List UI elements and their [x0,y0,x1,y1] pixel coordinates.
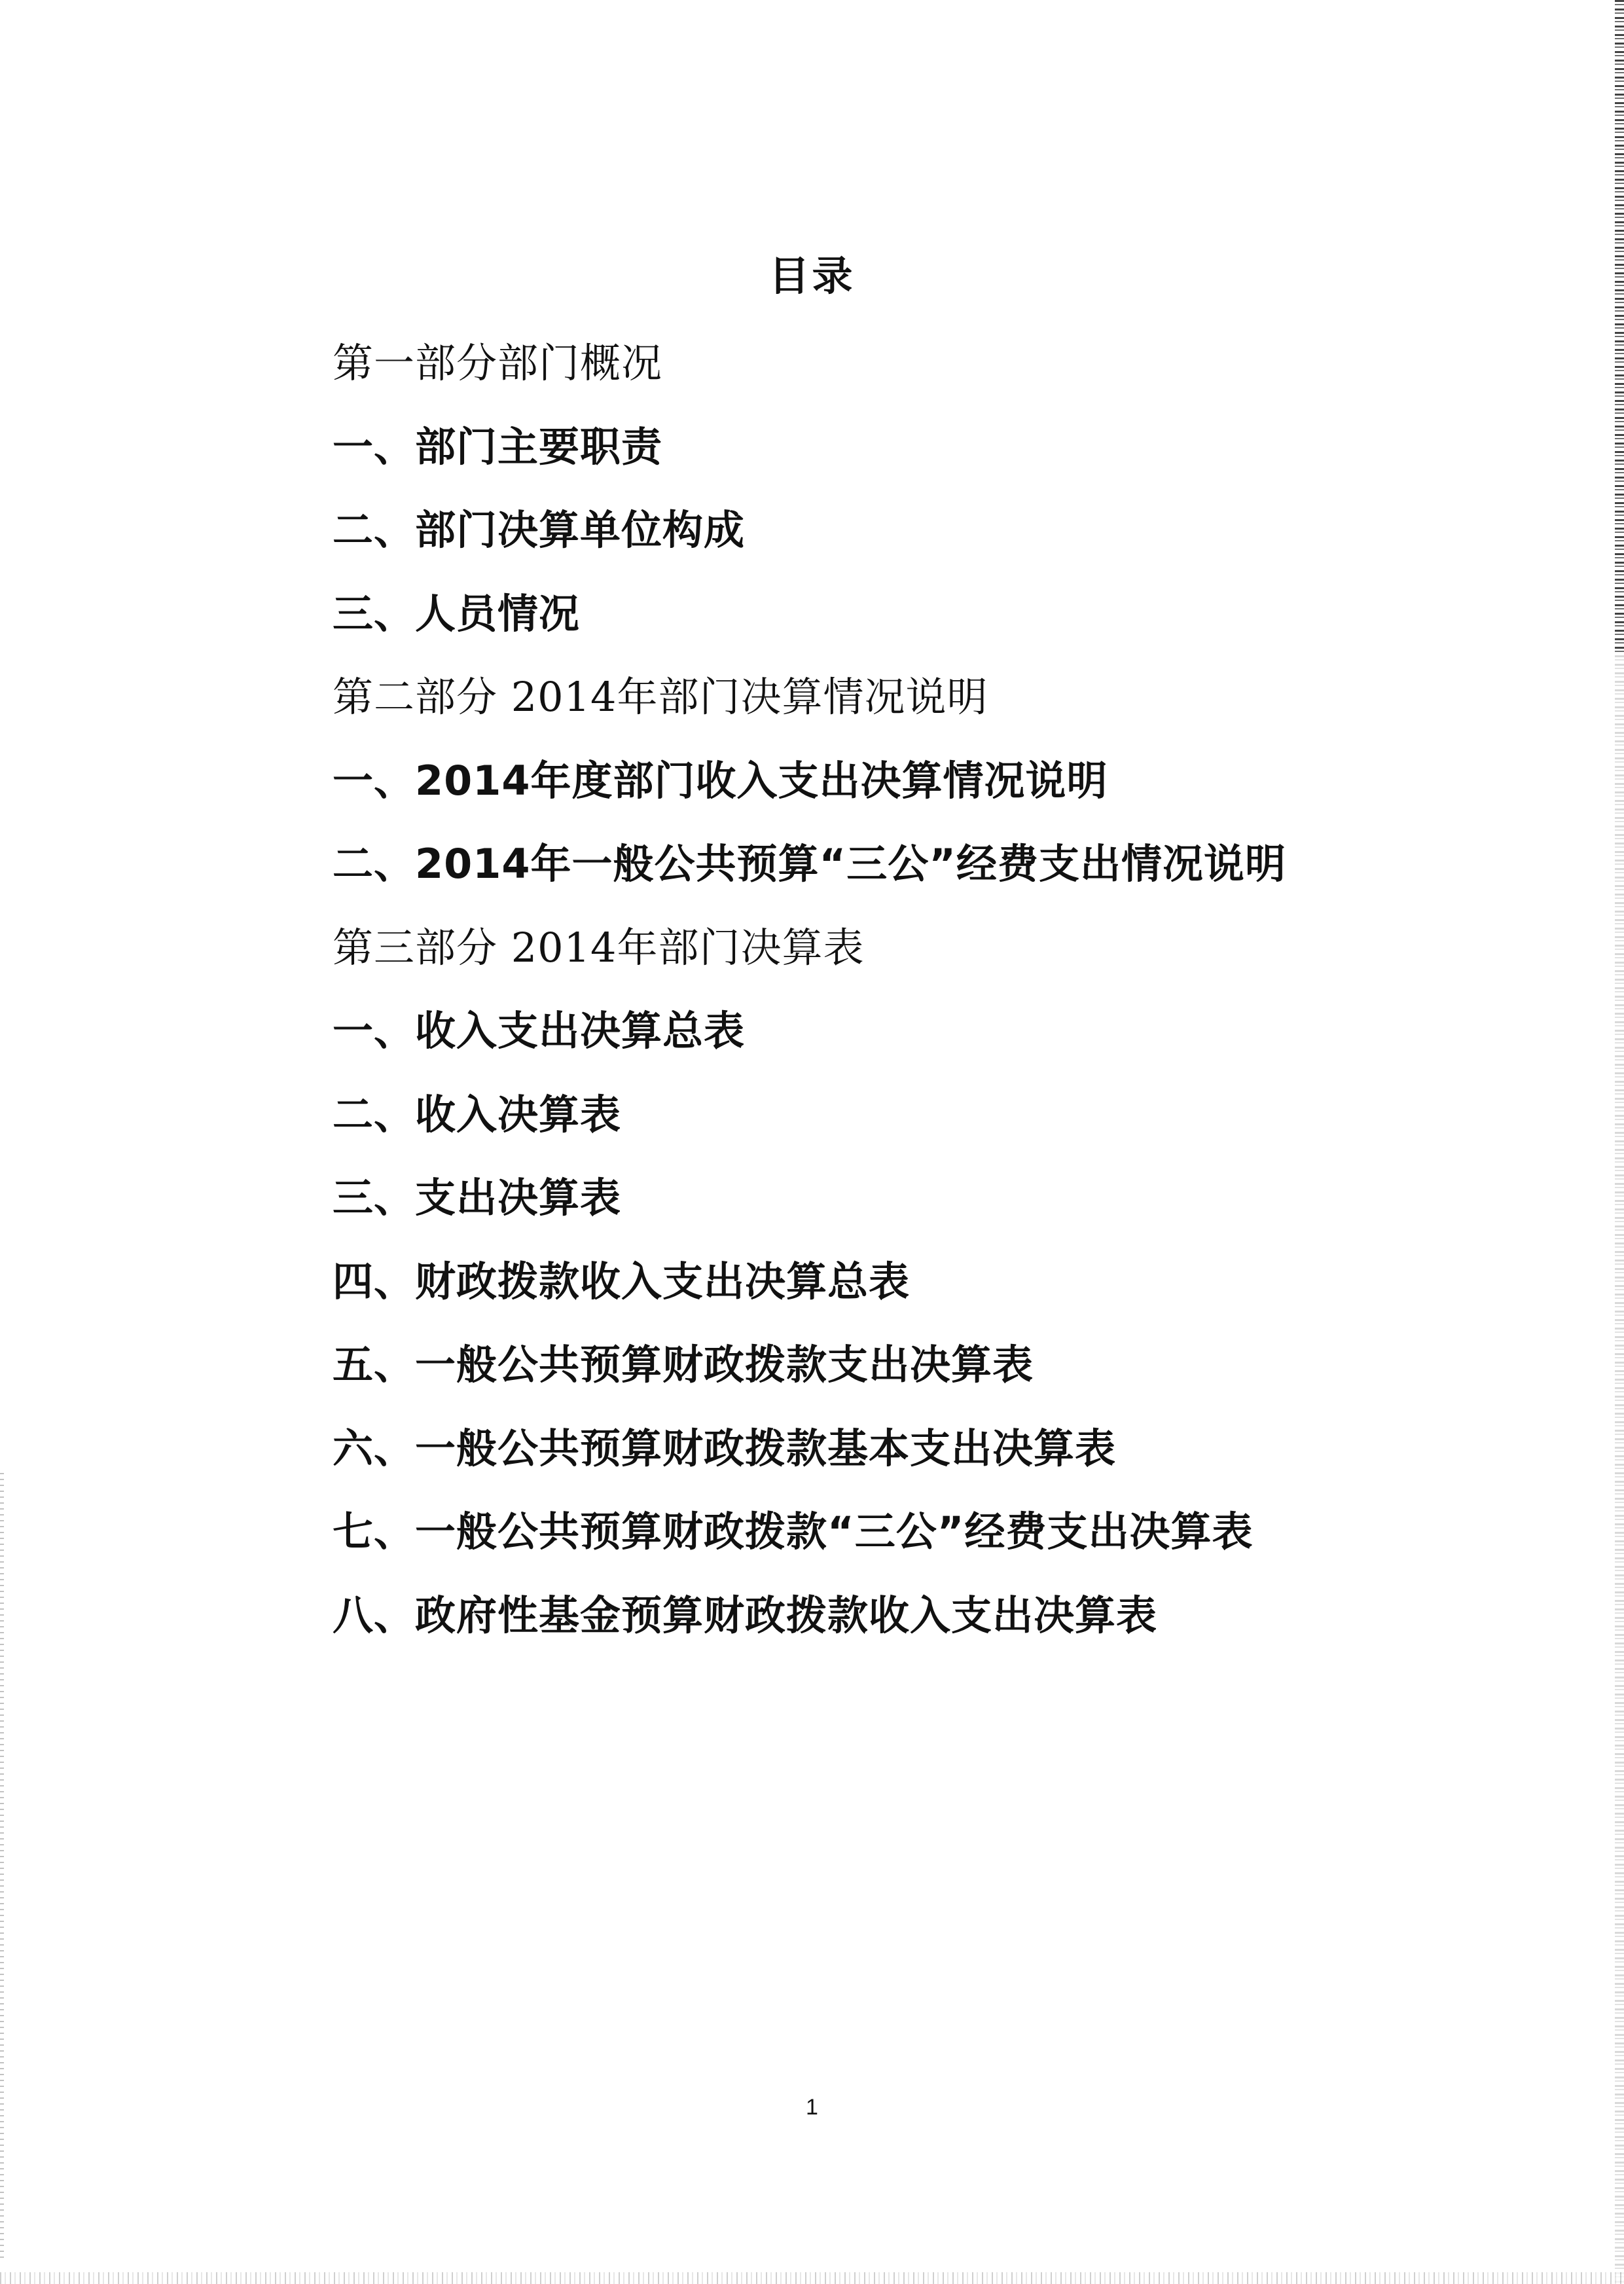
toc-part-1: 第一部分部门概况 [333,339,663,387]
toc-item-3-3: 三、支出决算表 [333,1174,622,1222]
toc-item-1-2: 二、部门决算单位构成 [333,506,746,554]
page-title: 目录 [768,252,856,300]
toc-part-2: 第二部分 2014年部门决算情况说明 [333,673,988,721]
toc-item-3-7: 七、一般公共预算财政拨款“三公”经费支出决算表 [333,1508,1254,1555]
table-of-contents [333,334,1445,1669]
toc-item-3-4: 四、财政拨款收入支出决算总表 [333,1257,911,1305]
toc-item-1-1: 一、部门主要职责 [333,422,663,471]
toc-item-3-2: 二、收入决算表 [333,1090,622,1138]
toc-item-3-1: 一、收入支出决算总表 [333,1007,746,1055]
toc-item-3-5: 五、一般公共预算财政拨款支出决算表 [333,1341,1034,1388]
toc-item-2-2: 二、2014年一般公共预算“三公”经费支出情况说明 [333,840,1287,888]
toc-item-3-6: 六、一般公共预算财政拨款基本支出决算表 [333,1424,1117,1472]
page-number: 1 [806,2095,818,2120]
scan-edge-right-fade [1615,655,1624,2284]
toc-part-3: 第三部分 2014年部门决算表 [333,923,865,971]
toc-item-1-3: 三、人员情况 [333,589,581,638]
toc-item-2-1: 一、2014年度部门收入支出决算情况说明 [333,756,1108,805]
scan-edge-bottom [0,2272,1624,2284]
toc-item-3-8: 八、政府性基金预算财政拨款收入支出决算表 [333,1591,1158,1639]
scan-edge-left [0,1473,4,2258]
